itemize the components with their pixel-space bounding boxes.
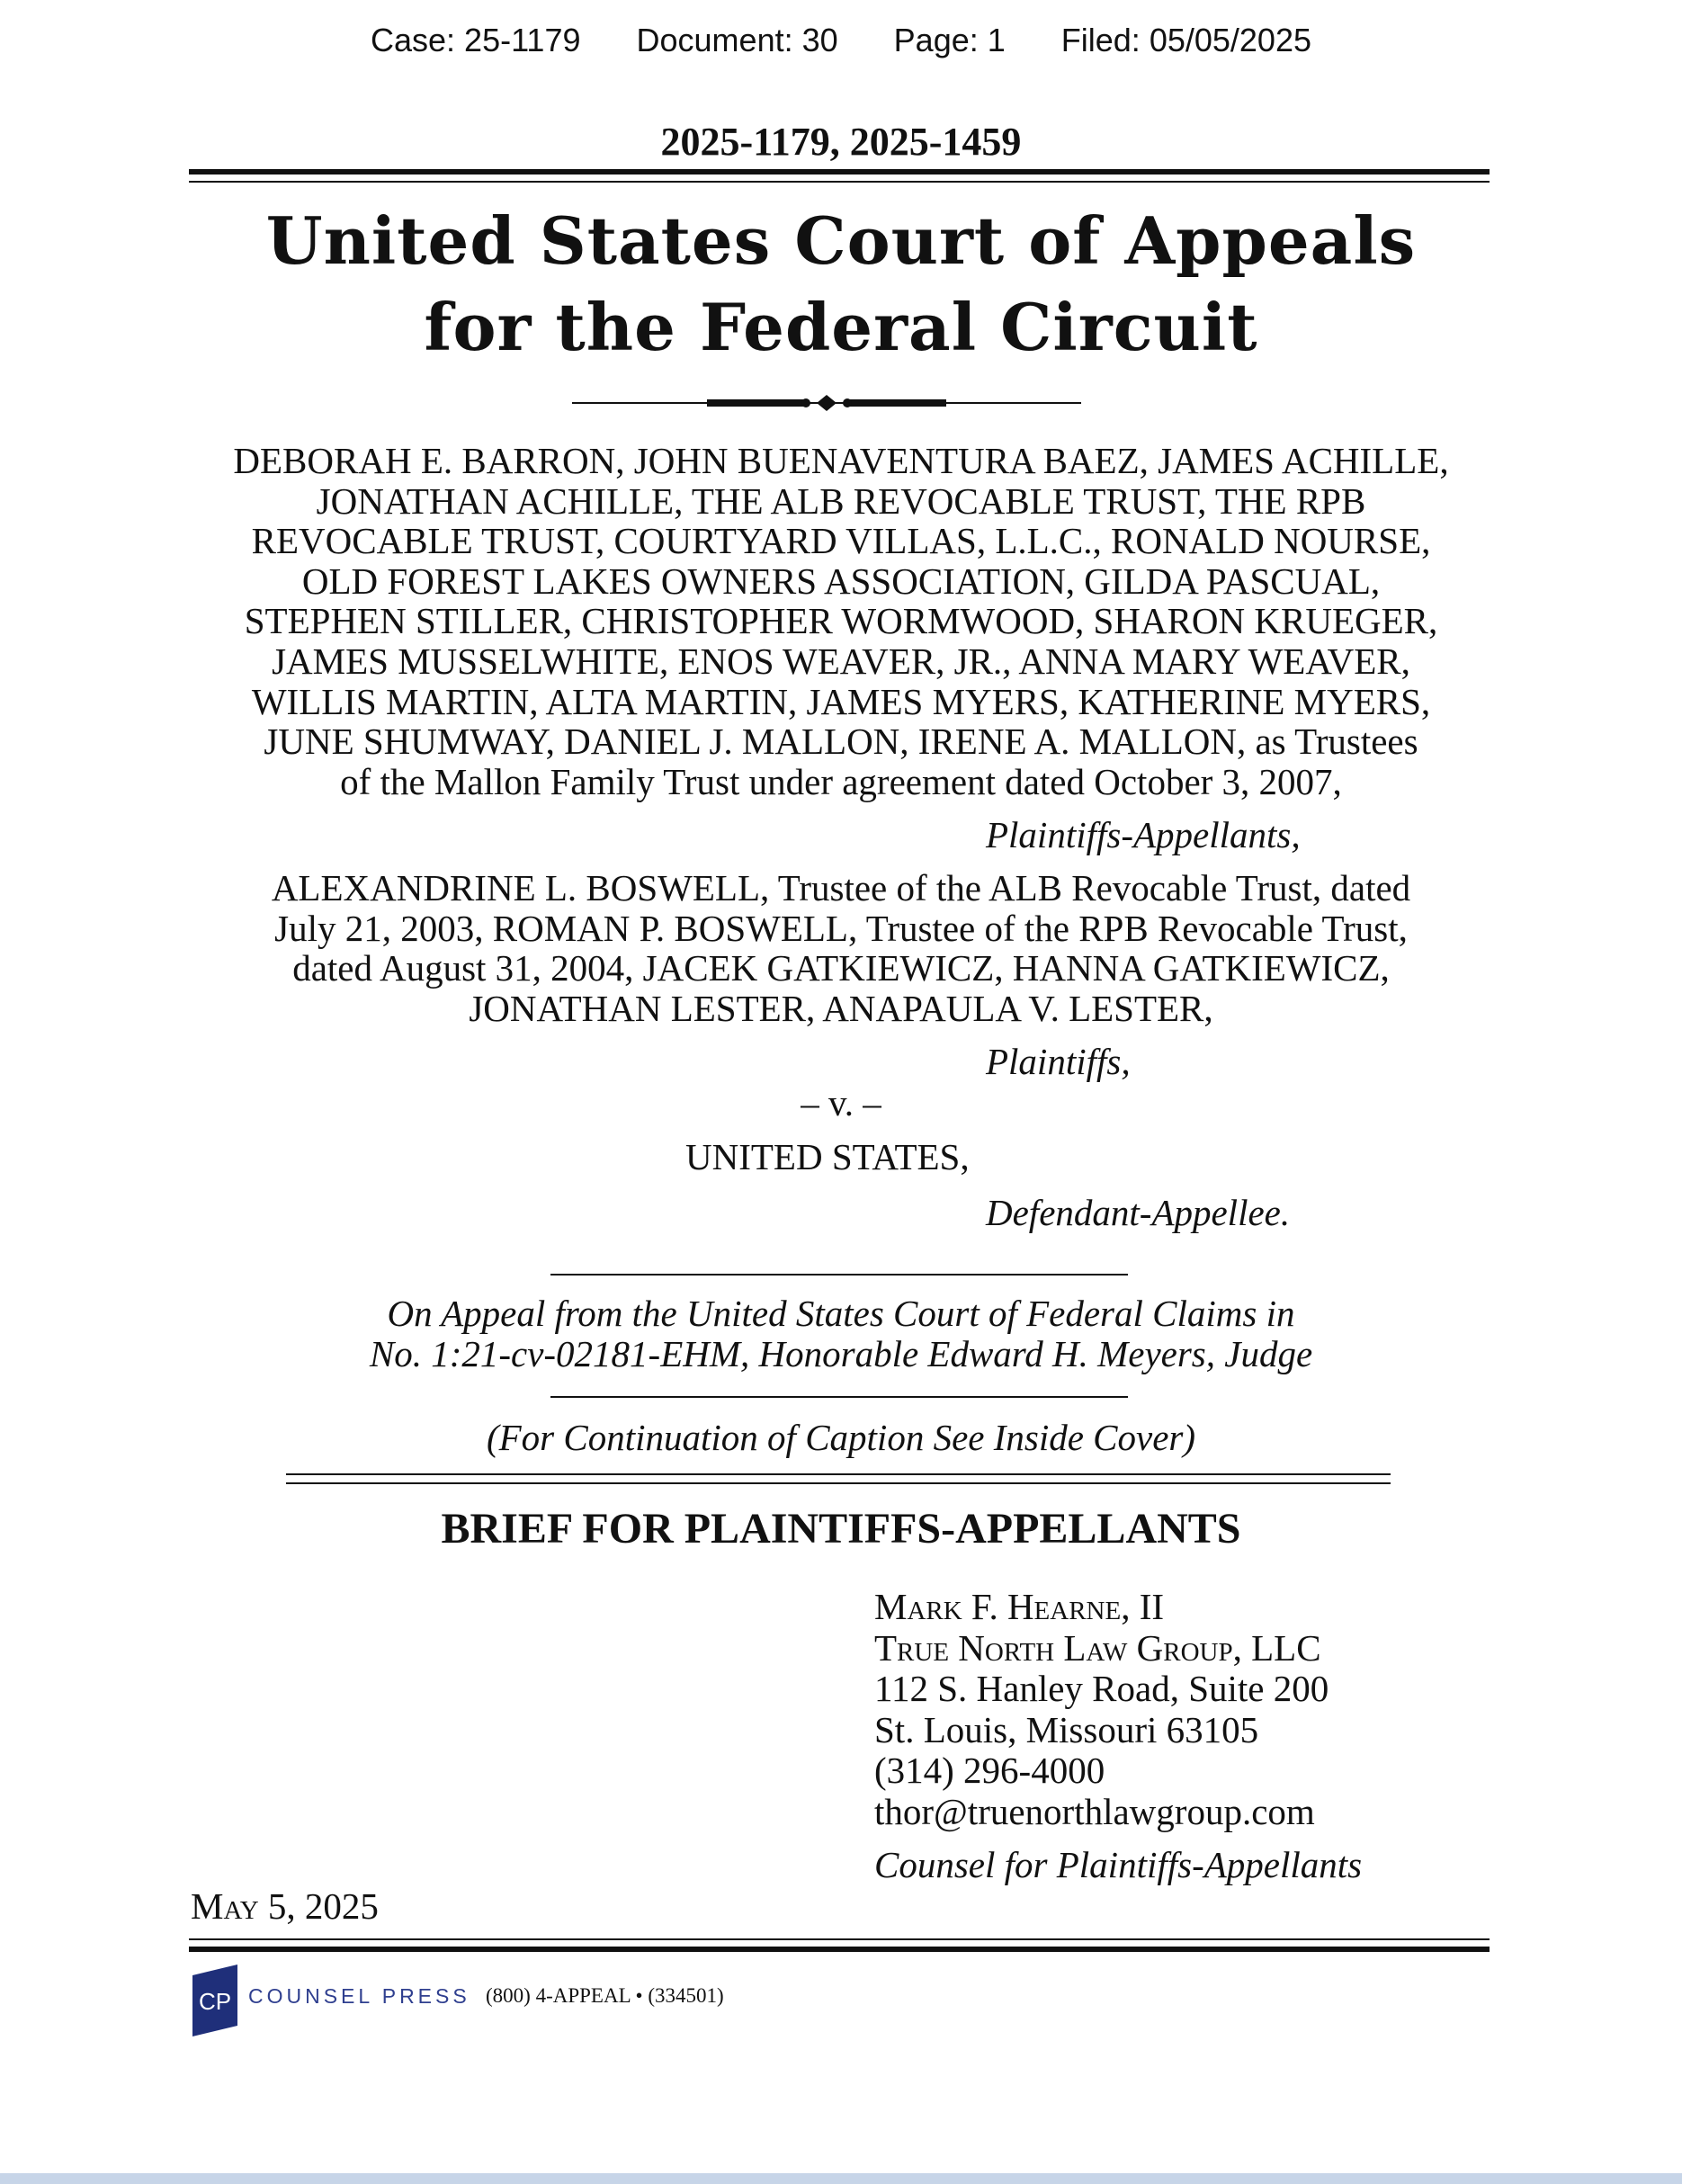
appellants-line: of the Mallon Family Trust under agreement dated October 3, 2007, (340, 760, 1342, 802)
appeal-info (0, 1293, 1682, 1374)
plaintiffs-line: July 21, 2003, ROMAN P. BOSWELL, Trustee of the RPB Revocable Trust, (274, 907, 1408, 949)
double-rule-top (286, 1473, 1391, 1475)
appellants-line: JAMES MUSSELWHITE, ENOS WEAVER, JR., ANNA MARY WEAVER, (272, 640, 1410, 682)
top-rule-thin (189, 181, 1490, 183)
top-rule-thick (189, 169, 1490, 175)
appellants-line: DEBORAH E. BARRON, JOHN BUENAVENTURA BAEZ, JAMES ACHILLE, (233, 440, 1449, 481)
plaintiffs-line: JONATHAN LESTER, ANAPAULA V. LESTER, (469, 987, 1213, 1029)
bottom-rule-thick (189, 1947, 1490, 1952)
case-number-label: Case: 25-1179 (371, 22, 581, 58)
appellants-line: JUNE SHUMWAY, DANIEL J. MALLON, IRENE A. MALLON, as Trustees (264, 721, 1418, 763)
appellants-line: STEPHEN STILLER, CHRISTOPHER WORMWOOD, SHARON KRUEGER, (244, 600, 1438, 642)
divider-rule (550, 1274, 1128, 1275)
versus-label: – v. – (801, 1082, 881, 1123)
appeal-line-2: No. 1:21-cv-02181-EHM, Honorable Edward H. Meyers, Judge (369, 1333, 1313, 1374)
bottom-rule-thin (189, 1938, 1490, 1940)
appellants-role: Plaintiffs-Appellants, (986, 814, 1301, 855)
brief-title: BRIEF FOR PLAINTIFFS-APPELLANTS (441, 1505, 1241, 1553)
plaintiffs-list (0, 868, 1682, 1028)
counsel-press-logo-text: CP (198, 1988, 232, 2015)
double-rule-bottom (286, 1482, 1391, 1484)
appellants-line: WILLIS MARTIN, ALTA MARTIN, JAMES MYERS, KATHERINE MYERS, (251, 680, 1431, 722)
appeal-line-1: On Appeal from the United States Court of Federal Claims in (387, 1293, 1295, 1334)
counsel-press-logo-icon (192, 1965, 237, 2036)
counsel-email: thor@truenorthlawgroup.com (874, 1790, 1315, 1832)
divider-rule (550, 1396, 1128, 1398)
counsel-address-2: St. Louis, Missouri 63105 (874, 1708, 1259, 1750)
counsel-firm: True North Law Group, LLC (874, 1626, 1321, 1669)
appellants-list (0, 441, 1682, 801)
defendant-role: Defendant-Appellee. (986, 1192, 1291, 1233)
continuation-note: (For Continuation of Caption See Inside Cover) (486, 1417, 1196, 1458)
appellants-line: OLD FOREST LAKES OWNERS ASSOCIATION, GILDA PASCUAL, (301, 559, 1381, 602)
counsel-press-phone: (800) 4-APPEAL • (334501) (486, 1984, 724, 2007)
filing-header (0, 22, 1682, 59)
plaintiffs-line: dated August 31, 2004, JACEK GATKIEWICZ, HANNA GATKIEWICZ, (292, 947, 1390, 989)
counsel-name: Mark F. Hearne, II (874, 1586, 1165, 1627)
court-title (0, 198, 1682, 371)
page-number-label: Page: 1 (893, 22, 1006, 58)
viewer-bottom-bar (0, 2173, 1682, 2184)
counsel-role: Counsel for Plaintiffs-Appellants (874, 1844, 1363, 1885)
court-title-line-1: United States Court of Appeals (265, 202, 1417, 279)
case-numbers: 2025-1179, 2025-1459 (660, 120, 1022, 164)
filed-date-label: Filed: 05/05/2025 (1060, 22, 1311, 58)
plaintiffs-role: Plaintiffs, (986, 1041, 1131, 1082)
defendant-name: UNITED STATES, (685, 1136, 970, 1177)
counsel-address-1: 112 S. Hanley Road, Suite 200 (874, 1668, 1329, 1709)
counsel-phone: (314) 296-4000 (874, 1750, 1105, 1791)
court-title-line-2: for the Federal Circuit (424, 289, 1258, 365)
ornament-divider-icon (572, 392, 1081, 414)
filing-date: May 5, 2025 (191, 1885, 379, 1927)
counsel-block (874, 1587, 1362, 1886)
plaintiffs-line: ALEXANDRINE L. BOSWELL, Trustee of the ALB Revocable Trust, dated (271, 867, 1411, 909)
appellants-line: JONATHAN ACHILLE, THE ALB REVOCABLE TRUST, THE RPB (316, 479, 1366, 522)
counsel-press-brand: COUNSEL PRESS (248, 1984, 470, 2008)
document-number-label: Document: 30 (636, 22, 838, 58)
appellants-line: REVOCABLE TRUST, COURTYARD VILLAS, L.L.C., RONALD NOURSE, (251, 520, 1431, 562)
